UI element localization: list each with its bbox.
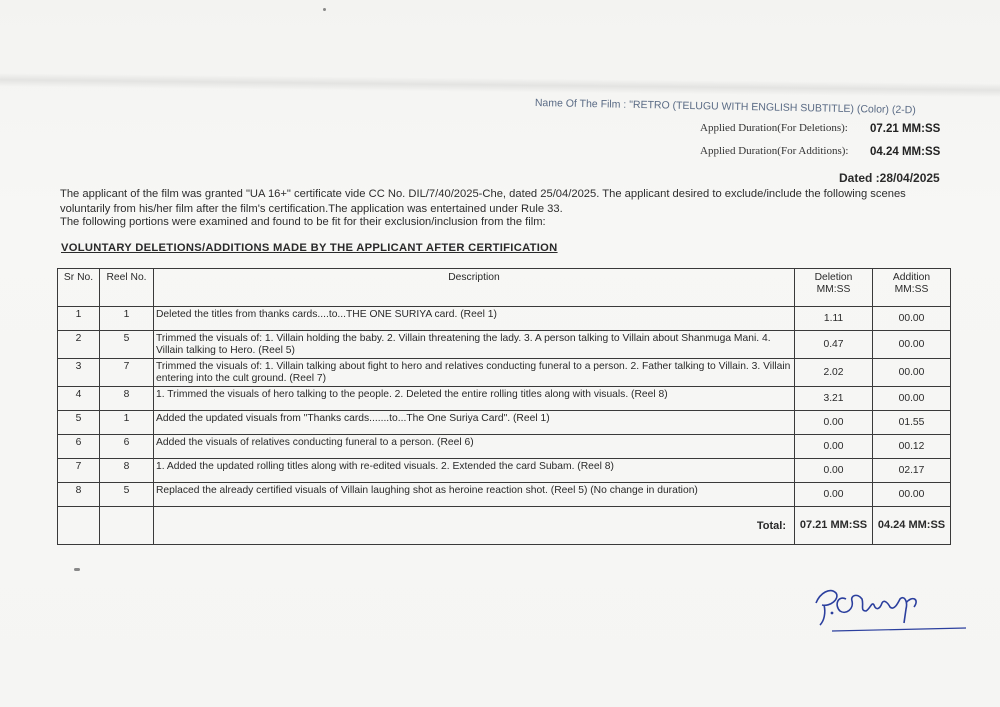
table-row: [58, 411, 951, 435]
signature: [808, 573, 968, 643]
cell-sr: 6: [58, 435, 100, 459]
intro-line-1: The applicant of the film was granted "UA 16+" certificate vide CC No. DIL/7/40/2025-Che, dated 25/04/2025. The applicant desired to exclude/include the following scenes: [60, 188, 906, 200]
cell-deletion: 0.47: [795, 331, 873, 359]
deletions-additions-table: [57, 268, 951, 545]
cell-addition: 00.00: [873, 331, 951, 359]
total-label: Total:: [154, 507, 795, 545]
scan-speck: [74, 568, 80, 571]
cell-description: 1. Added the updated rolling titles along with re-edited visuals. 2. Extended the card Subam. (Reel 8): [154, 459, 795, 483]
cell-deletion: 3.21: [795, 387, 873, 411]
cell-description: 1. Trimmed the visuals of hero talking to the people. 2. Deleted the entire rolling titles along with visuals. (Reel 8): [154, 387, 795, 411]
dated-label: Dated :28/04/2025: [839, 171, 940, 185]
cell-description: Deleted the titles from thanks cards....to...THE ONE SURIYA card. (Reel 1): [154, 307, 795, 331]
table-row: [58, 307, 951, 331]
additions-duration-value: 04.24 MM:SS: [870, 146, 941, 158]
header-addition: Addition MM:SS: [873, 269, 951, 307]
table-row: [58, 483, 951, 507]
cell-description: Trimmed the visuals of: 1. Villain talking about fight to hero and relatives conducting funeral to a person. 2. Father talking to Villain. 3. Villain entering into the cult ground. (Reel 7): [154, 359, 795, 387]
cell-deletion: 2.02: [795, 359, 873, 387]
total-addition: 04.24 MM:SS: [873, 507, 951, 545]
header-reel-no: Reel No.: [100, 269, 154, 307]
cell-reel: 7: [100, 359, 154, 387]
cell-addition: 02.17: [873, 459, 951, 483]
scan-speck: [323, 8, 326, 11]
cell-addition: 01.55: [873, 411, 951, 435]
additions-duration-label: Applied Duration(For Additions):: [700, 145, 849, 157]
cell-deletion: 0.00: [795, 411, 873, 435]
cell-addition: 00.00: [873, 483, 951, 507]
cell-addition: 00.00: [873, 387, 951, 411]
cell-description: Added the updated visuals from "Thanks cards.......to...The One Suriya Card". (Reel 1): [154, 411, 795, 435]
table-header-row: [58, 269, 951, 307]
header-sr-no: Sr No.: [58, 269, 100, 307]
cell-reel: 8: [100, 387, 154, 411]
cell-sr: 1: [58, 307, 100, 331]
paper-fold-shadow: [0, 73, 1000, 97]
total-row: [58, 507, 951, 545]
cell-sr: 7: [58, 459, 100, 483]
cell-deletion: 0.00: [795, 483, 873, 507]
cell-reel: 5: [100, 483, 154, 507]
table-row: [58, 387, 951, 411]
cell-deletion: 0.00: [795, 435, 873, 459]
table-row: [58, 435, 951, 459]
film-name-line: Name Of The Film : "RETRO (TELUGU WITH ENGLISH SUBTITLE) (Color) (2-D): [534, 97, 916, 117]
cell-addition: 00.00: [873, 359, 951, 387]
total-empty-reel: [100, 507, 154, 545]
header-description: Description: [154, 269, 795, 307]
section-title: VOLUNTARY DELETIONS/ADDITIONS MADE BY THE APPLICANT AFTER CERTIFICATION: [61, 242, 558, 254]
deletions-duration-label: Applied Duration(For Deletions):: [700, 122, 848, 134]
intro-line-3: The following portions were examined and found to be fit for their exclusion/inclusion from the film:: [60, 216, 546, 228]
total-empty-sr: [58, 507, 100, 545]
cell-deletion: 1.11: [795, 307, 873, 331]
deletions-duration-value: 07.21 MM:SS: [870, 123, 941, 135]
cell-sr: 4: [58, 387, 100, 411]
cell-addition: 00.00: [873, 307, 951, 331]
cell-sr: 3: [58, 359, 100, 387]
table-row: [58, 331, 951, 359]
cell-description: Added the visuals of relatives conducting funeral to a person. (Reel 6): [154, 435, 795, 459]
cell-description: Trimmed the visuals of: 1. Villain holding the baby. 2. Villain threatening the lady. 3. A person talking to Villain about Shanmuga Mani. 4. Villain talking to Hero. (Reel 5): [154, 331, 795, 359]
cell-sr: 8: [58, 483, 100, 507]
cell-reel: 1: [100, 411, 154, 435]
cell-sr: 2: [58, 331, 100, 359]
cell-reel: 8: [100, 459, 154, 483]
intro-line-2: voluntarily from his/her film after the film's certification.The application was entertained under Rule 33.: [60, 203, 563, 215]
cell-reel: 1: [100, 307, 154, 331]
total-deletion: 07.21 MM:SS: [795, 507, 873, 545]
cell-reel: 6: [100, 435, 154, 459]
cell-description: Replaced the already certified visuals of Villain laughing shot as heroine reaction shot. (Reel 5) (No change in duration): [154, 483, 795, 507]
header-deletion: Deletion MM:SS: [795, 269, 873, 307]
cell-reel: 5: [100, 331, 154, 359]
cell-addition: 00.12: [873, 435, 951, 459]
cell-sr: 5: [58, 411, 100, 435]
table-row: [58, 459, 951, 483]
cell-deletion: 0.00: [795, 459, 873, 483]
table-row: [58, 359, 951, 387]
